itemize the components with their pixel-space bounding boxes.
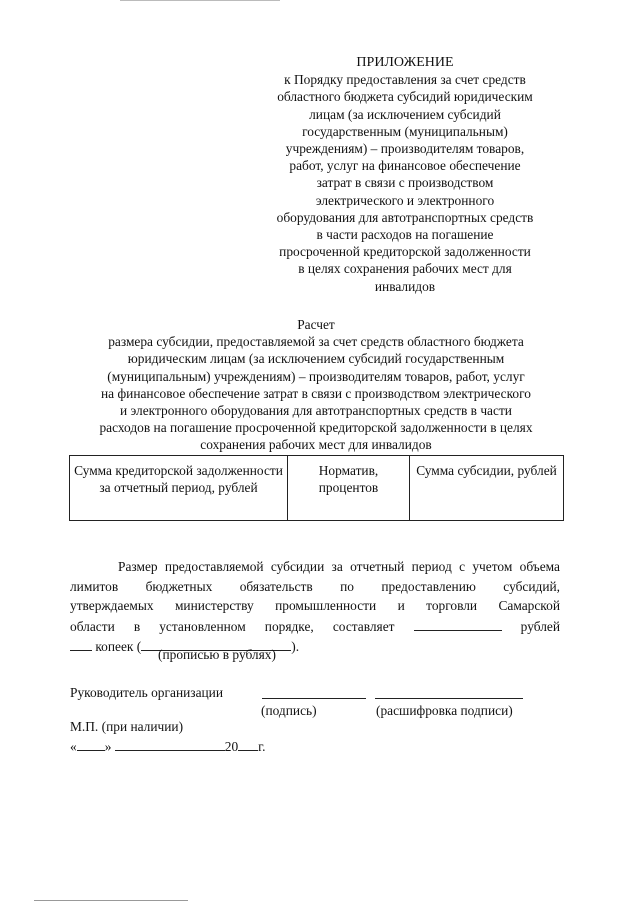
scan-edge-mark — [34, 900, 188, 901]
paragraph-line — [70, 616, 560, 637]
signature-caption: (подпись) — [261, 703, 317, 718]
appendix-line: электрического и электронного — [315, 192, 495, 208]
header-norm-percent: Норматив, процентов — [288, 456, 410, 521]
appendix-line: работ, услуг на финансовое обеспечение — [289, 158, 521, 174]
appendix-line: инвалидов — [374, 278, 436, 294]
appendix-line: в части расходов на погашение — [316, 227, 494, 243]
calculation-line: размера субсидии, предоставляемой за счет средств областного бюджета — [108, 334, 524, 350]
year-blank[interactable] — [238, 736, 258, 751]
signature-decode-blank[interactable] — [375, 698, 523, 699]
paragraph-line: Размер предоставляемой субсидии за отчетный период с учетом объема — [118, 559, 560, 574]
quote-close: » — [104, 739, 112, 754]
appendix-line: к Порядку предоставления за счет средств — [284, 72, 526, 88]
stamp-place-label: М.П. (при наличии) — [70, 719, 184, 734]
quote-open: « — [70, 739, 77, 754]
calculation-line: на финансовое обеспечение затрат в связи с производством электрического — [101, 385, 531, 401]
words-caption: (прописью в рублях) — [158, 647, 276, 662]
calculation-line: сохранения рабочих мест для инвалидов — [200, 437, 432, 453]
calculation-line: юридическим лицам (за исключением субсидий государственным — [127, 351, 505, 367]
month-blank[interactable] — [115, 736, 225, 751]
subsidy-paragraph — [70, 557, 560, 657]
day-blank[interactable] — [77, 736, 105, 751]
calculation-line: (муниципальным) учреждениям) – производителям товаров, работ, услуг — [107, 368, 525, 384]
paragraph-line: лимитов бюджетных обязательств по предоставлению субсидий, — [70, 578, 560, 594]
paragraph-line: утверждаемых министерству промышленности и торговли Самарской — [70, 598, 560, 614]
appendix-header — [250, 54, 560, 295]
appendix-line: оборудования для автотранспортных средств — [276, 209, 534, 225]
appendix-line: в целях сохранения рабочих мест для — [298, 261, 512, 277]
paragraph-text: области в установленном порядке, составляет — [70, 618, 395, 634]
calculation-line: расходов на погашение просроченной кредиторской задолженности в целях — [99, 420, 533, 436]
rubles-unit: рублей — [520, 618, 560, 634]
kopecks-blank[interactable] — [70, 636, 92, 651]
kopecks-text: копеек ( — [95, 639, 142, 655]
calculation-title: Расчет — [297, 317, 335, 332]
table-row — [70, 456, 564, 521]
calculation-heading — [70, 316, 562, 454]
paren-close: ). — [291, 639, 300, 655]
appendix-line: государственным (муниципальным) — [302, 123, 508, 139]
appendix-line: просроченной кредиторской задолженности — [279, 244, 531, 260]
appendix-line: областного бюджета субсидий юридическим — [277, 89, 533, 105]
header-subsidy-amount: Сумма субсидии, рублей — [410, 456, 564, 521]
decode-caption: (расшифровка подписи) — [376, 703, 513, 718]
amount-rubles-blank[interactable] — [414, 616, 502, 631]
appendix-line: учреждениям) – производителям товаров, — [285, 141, 525, 157]
calculation-line: и электронного оборудования для автотранспортных средств в части — [120, 403, 512, 419]
head-label: Руководитель организации — [70, 685, 224, 700]
header-debt-amount: Сумма кредиторской задолженности за отчетный период, рублей — [70, 456, 288, 521]
calculation-table — [69, 455, 564, 521]
year-suffix: г. — [258, 739, 266, 754]
year-prefix: 20 — [224, 739, 239, 754]
date-line — [70, 736, 266, 755]
paragraph-line — [70, 636, 560, 657]
appendix-line: лицам (за исключением субсидий — [309, 106, 501, 122]
scan-edge-mark — [120, 0, 280, 1]
appendix-line: затрат в связи с производством — [316, 175, 494, 191]
signature-blank[interactable] — [262, 698, 366, 699]
appendix-title: ПРИЛОЖЕНИЕ — [356, 55, 454, 70]
